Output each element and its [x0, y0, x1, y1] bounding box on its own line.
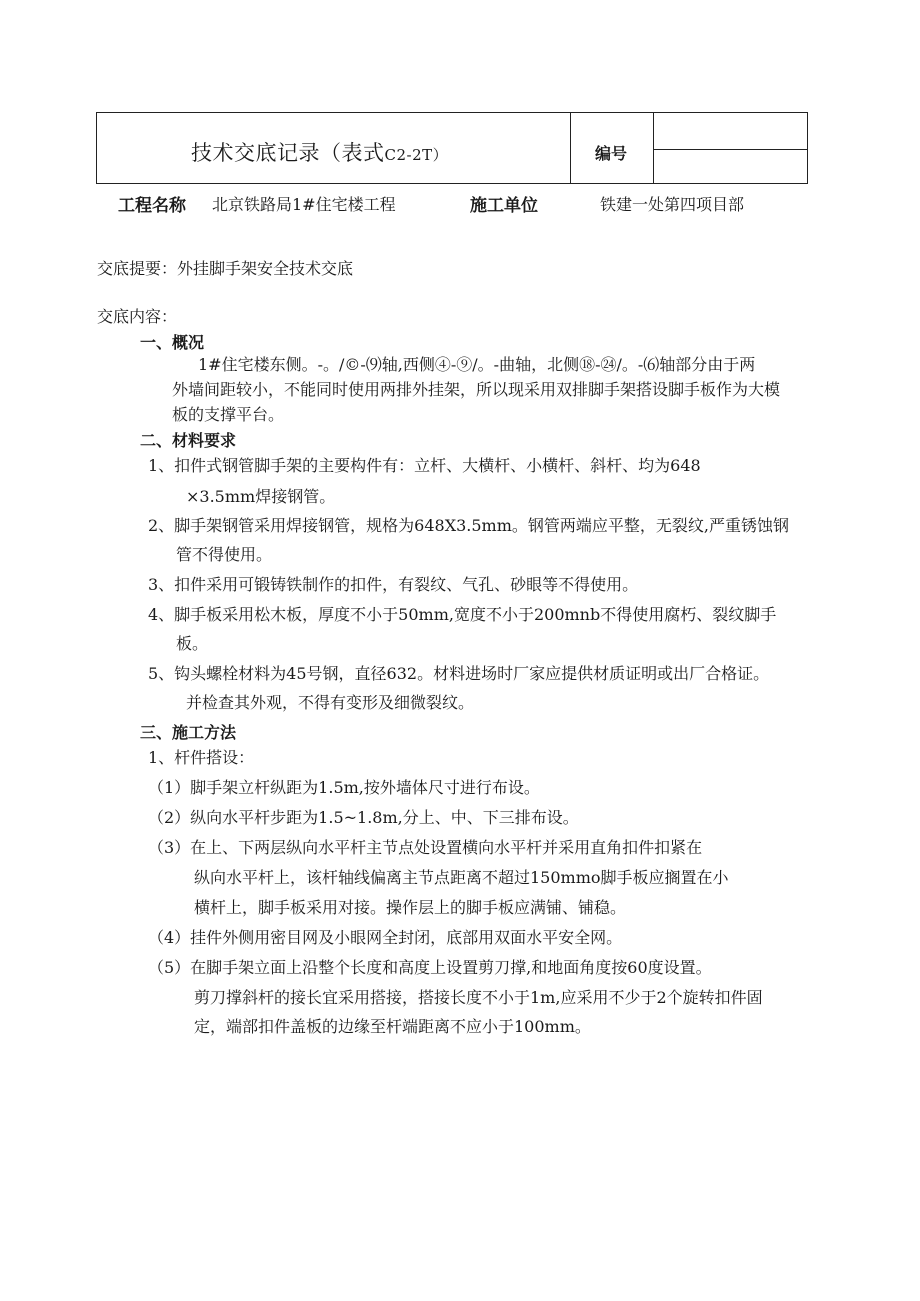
list-item-cont: 定，端部扣件盖板的边缘至杆端距离不应小于100mm。 — [194, 1017, 591, 1036]
sub-heading: 1、杆件搭设： — [148, 748, 255, 767]
project-name-value: 北京铁路局1#住宅楼工程 — [212, 195, 396, 214]
list-item: 5、钩头螺栓材料为45号钢，直径632。材料进场时厂家应提供材质证明或出厂合格证。 — [148, 664, 770, 683]
construction-unit-value: 铁建一处第四项目部 — [600, 195, 745, 214]
list-item-cont: 并检查其外观，不得有变形及细微裂纹。 — [186, 693, 475, 712]
section-title: 一、概况 — [140, 333, 205, 352]
form-title — [191, 137, 448, 167]
divider — [570, 113, 571, 183]
list-item-cont: 管不得使用。 — [176, 545, 273, 564]
paragraph-line: 外墙间距较小，不能同时使用两排外挂架，所以现采用双排脚手架搭设脚手板作为大模 — [172, 380, 781, 399]
list-item: 2、脚手架钢管采用焊接钢管，规格为648X3.5mm。钢管两端应平整，无裂纹,严重锈蚀钢 — [148, 516, 789, 535]
list-item-cont: 剪刀撑斜杆的接长宜采用搭接，搭接长度不小于1m,应采用不少于2个旋转扣件固 — [194, 988, 763, 1007]
list-item-cont: ×3.5mm焊接钢管。 — [186, 487, 336, 506]
divider — [653, 149, 807, 150]
content-label: 交底内容： — [97, 307, 178, 326]
construction-unit-label: 施工单位 — [470, 196, 538, 216]
section-title: 二、材料要求 — [140, 431, 237, 450]
section-title: 三、施工方法 — [140, 723, 237, 742]
list-item: （1）脚手架立杆纵距为1.5m,按外墙体尺寸进行布设。 — [148, 778, 540, 797]
list-item-cont: 横杆上，脚手板采用对接。操作层上的脚手板应满铺、铺稳。 — [194, 898, 627, 917]
list-item: （2）纵向水平杆步距为1.5~1.8m,分上、中、下三排布设。 — [148, 808, 579, 827]
paragraph-line: 板的支撑平台。 — [172, 405, 285, 424]
header-table — [96, 112, 808, 184]
number-label: 编号 — [595, 144, 628, 163]
list-item: （3）在上、下两层纵向水平杆主节点处设置横向水平杆并采用直角扣件扣紧在 — [148, 838, 703, 857]
list-item: （4）挂件外侧用密目网及小眼网全封闭，底部用双面水平安全网。 — [148, 928, 623, 947]
project-name-label: 工程名称 — [118, 196, 186, 216]
form-title-text: 技术交底记录（表式 — [191, 141, 385, 165]
summary-line: 交底提要：外挂脚手架安全技术交底 — [97, 259, 354, 278]
paragraph-line: 1#住宅楼东侧。-。/©-⑼轴,西侧④-⑨/。-曲轴，北侧⑱-㉔/。-⑹轴部分由于两 — [198, 355, 756, 374]
list-item-cont: 板。 — [176, 634, 209, 653]
list-item-cont: 纵向水平杆上，该杆轴线偏离主节点距离不超过150mmo脚手板应搁置在小 — [194, 868, 729, 887]
form-code: C2-2T） — [384, 146, 449, 164]
list-item: 4、脚手板采用松木板，厚度不小于50mm,宽度不小于200mnb不得使用腐朽、裂纹脚手 — [148, 605, 777, 624]
list-item: （5）在脚手架立面上沿整个长度和高度上设置剪刀撑,和地面角度按60度设置。 — [148, 958, 712, 977]
list-item: 3、扣件采用可锻铸铁制作的扣件，有裂纹、气孔、砂眼等不得使用。 — [148, 575, 639, 594]
list-item: 1、扣件式钢管脚手架的主要构件有：立杆、大横杆、小横杆、斜杆、均为648 — [148, 456, 701, 475]
divider — [653, 113, 654, 183]
